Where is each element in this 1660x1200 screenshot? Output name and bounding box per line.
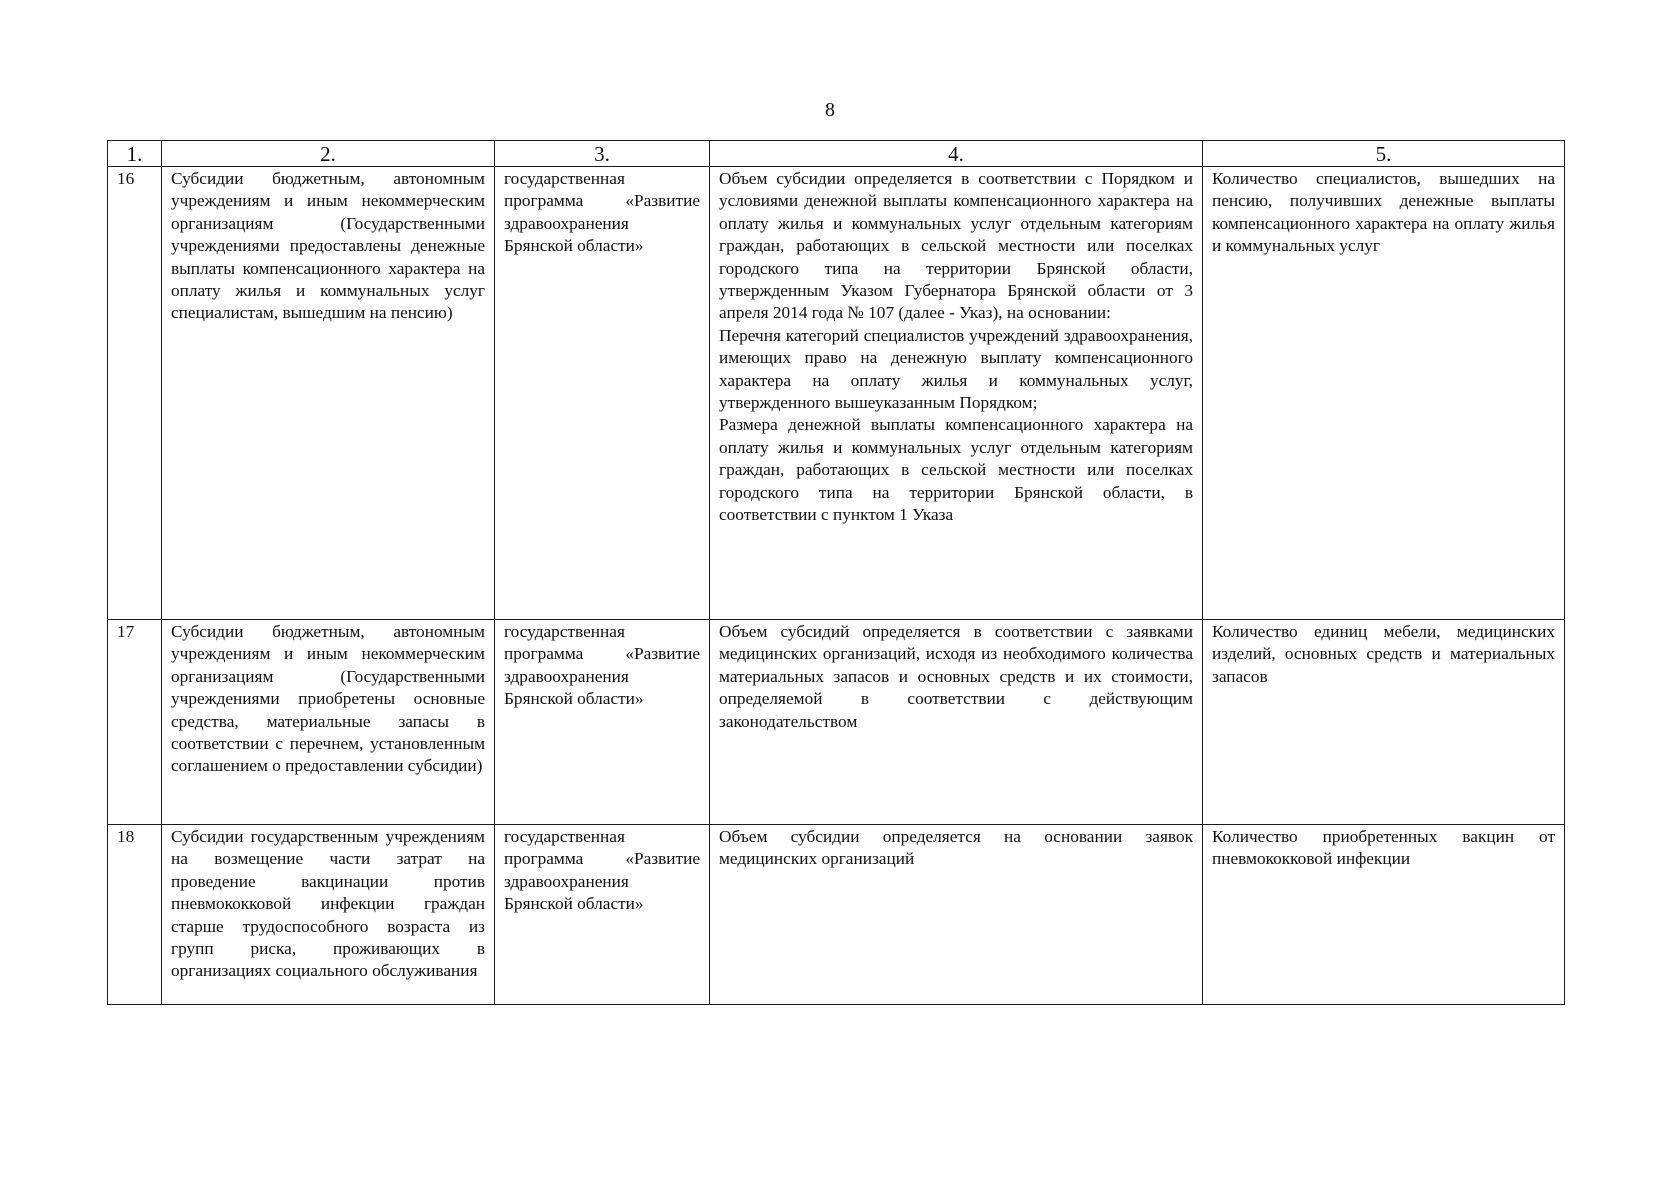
basis-paragraph: Перечня категорий специалистов учреждений здравоохранения, имеющих право на денежную выплату компенсационного характера на оплату жилья и коммунальных услуг, утвержденного вышеуказанным Порядком; bbox=[719, 325, 1193, 413]
column-header-1: 1. bbox=[108, 141, 162, 167]
row-number: 16 bbox=[108, 167, 162, 620]
column-header-3: 3. bbox=[495, 141, 710, 167]
basis-paragraph: Объем субсидии определяется в соответствии с Порядком и условиями денежной выплаты компенсационного характера на оплату жилья и коммунальных услуг отдельным категориям граждан, работающих в сельской местности или поселках городского типа на территории Брянской области, утвержденным Указом Губернатора Брянской области от 3 апреля 2014 года № 107 (далее - Указ), на основании: bbox=[719, 169, 1193, 323]
table-row bbox=[108, 167, 1565, 620]
calculation-basis bbox=[710, 167, 1203, 620]
calculation-basis bbox=[710, 620, 1203, 825]
table-header-row bbox=[108, 141, 1565, 167]
program-name: государственная программа «Развитие здравоохранения Брянской области» bbox=[495, 167, 710, 620]
row-number: 18 bbox=[108, 825, 162, 1005]
column-header-4: 4. bbox=[710, 141, 1203, 167]
result-indicator: Количество единиц мебели, медицинских изделий, основных средств и материальных запасов bbox=[1203, 620, 1565, 825]
subsidy-table bbox=[107, 140, 1565, 1005]
calculation-basis bbox=[710, 825, 1203, 1005]
page-number: 8 bbox=[825, 99, 835, 121]
row-number: 17 bbox=[108, 620, 162, 825]
subsidy-description: Субсидии государственным учреждениям на возмещение части затрат на проведение вакцинации против пневмококковой инфекции граждан старше трудоспособного возраста из групп риска, проживающих в организациях социального обслуживания bbox=[162, 825, 495, 1005]
table-row bbox=[108, 825, 1565, 1005]
table-row bbox=[108, 620, 1565, 825]
basis-paragraph: Размера денежной выплаты компенсационного характера на оплату жилья и коммунальных услуг отдельным категориям граждан, работающих в сельской местности или поселках городского типа на территории Брянской области, в соответствии с пунктом 1 Указа bbox=[719, 415, 1193, 525]
subsidy-description: Субсидии бюджетным, автономным учреждениям и иным некоммерческим организациям (Государственными учреждениями предоставлены денежные выплаты компенсационного характера на оплату жилья и коммунальных услуг специалистам, вышедшим на пенсию) bbox=[162, 167, 495, 620]
subsidy-description: Субсидии бюджетным, автономным учреждениям и иным некоммерческим организациям (Государственными учреждениями приобретены основные средства, материальные запасы в соответствии с перечнем, установленным соглашением о предоставлении субсидии) bbox=[162, 620, 495, 825]
result-indicator: Количество приобретенных вакцин от пневмококковой инфекции bbox=[1203, 825, 1565, 1005]
basis-paragraph: Объем субсидии определяется на основании заявок медицинских организаций bbox=[719, 827, 1193, 869]
column-header-5: 5. bbox=[1203, 141, 1565, 167]
program-name: государственная программа «Развитие здравоохранения Брянской области» bbox=[495, 825, 710, 1005]
basis-paragraph: Объем субсидий определяется в соответствии с заявками медицинских организаций, исходя из необходимого количества материальных запасов и основных средств и их стоимости, определяемой в соответствии с действующим законодательством bbox=[719, 622, 1193, 731]
column-header-2: 2. bbox=[162, 141, 495, 167]
result-indicator: Количество специалистов, вышедших на пенсию, получивших денежные выплаты компенсационного характера на оплату жилья и коммунальных услуг bbox=[1203, 167, 1565, 620]
program-name: государственная программа «Развитие здравоохранения Брянской области» bbox=[495, 620, 710, 825]
